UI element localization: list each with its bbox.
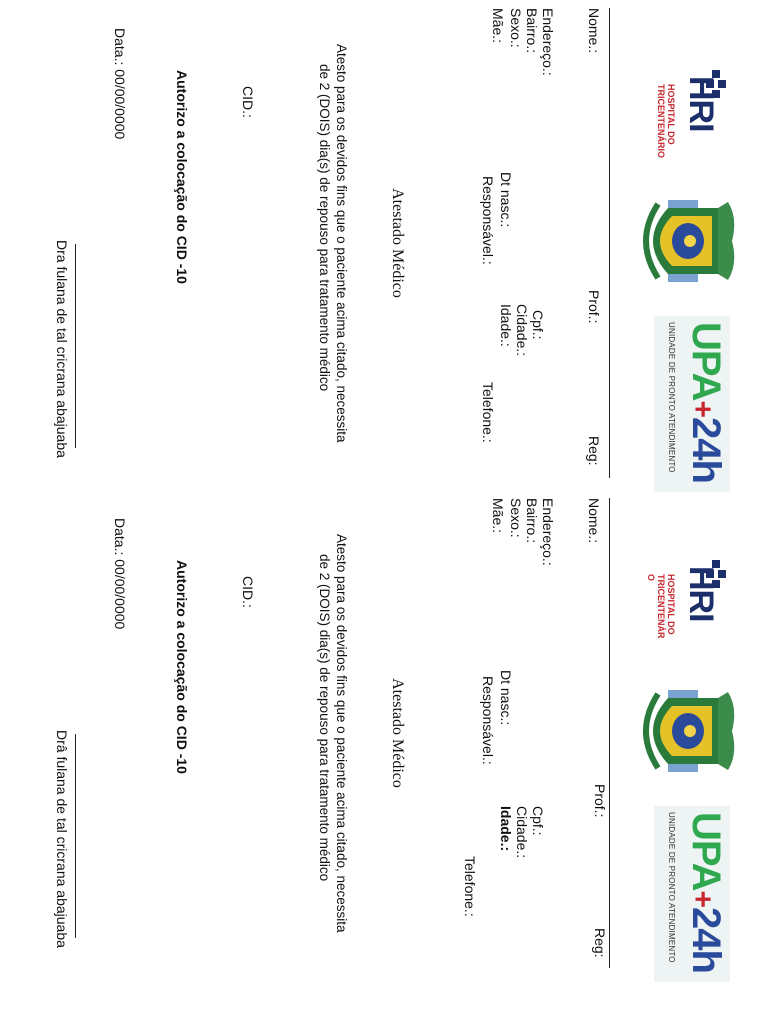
upa-24h-logo xyxy=(654,316,730,492)
field-mae: Mãe.: xyxy=(490,8,506,44)
field-idade: Idade.: xyxy=(498,304,514,347)
date-field: Data.: 00/00/0000 xyxy=(112,28,128,140)
certificate-body xyxy=(316,44,350,474)
upa-subtitle: UNIDADE DE PRONTO ATENDIMENTO xyxy=(667,812,676,963)
hri-wordmark: HRI xyxy=(682,566,720,622)
field-prof: Prof.: xyxy=(586,290,602,324)
field-mae: Mãe.: xyxy=(490,498,506,534)
cid-authorization: Autorizo a colocação do CID -10 xyxy=(174,70,190,284)
field-bairro: Bairro.: xyxy=(524,8,540,54)
header-top-line xyxy=(609,498,610,968)
field-sexo: Sexo.: xyxy=(508,8,524,48)
document-title: Atestado Médico xyxy=(389,678,406,788)
body-line-2: de 2 (DOIS) dia(s) de repouso para tratamento médico xyxy=(317,64,332,392)
field-sexo: Sexo.: xyxy=(508,498,524,538)
logo-bar xyxy=(618,8,738,500)
field-nome: Nome.: xyxy=(586,8,602,54)
hri-caption: HOSPITAL DO TRICENTENÁR O xyxy=(646,574,676,639)
body-line-1: Atesto para os devidos fins que o paciente acima citado, necessita xyxy=(334,44,349,443)
hri-logo xyxy=(638,28,728,158)
field-prof: Prof.: xyxy=(592,784,608,818)
field-telefone: Telefone.: xyxy=(480,382,496,443)
coat-of-arms-icon xyxy=(634,198,738,284)
medical-certificate-form-1 xyxy=(0,8,768,500)
field-nome: Nome.: xyxy=(586,498,602,544)
field-idade: Idade.: xyxy=(498,806,514,852)
field-dtnasc: Dt nasc.: xyxy=(498,172,514,228)
upa-subtitle: UNIDADE DE PRONTO ATENDIMENTO xyxy=(667,322,676,473)
field-cidade: Cidade.: xyxy=(514,806,530,859)
upa-wordmark: UPA+24h xyxy=(684,322,728,483)
field-cpf: Cpf.: xyxy=(530,310,546,340)
hri-caption: HOSPITAL DO TRICENTENÁRIO xyxy=(656,84,676,158)
signature-line xyxy=(75,244,76,448)
field-reg: Reg: xyxy=(586,436,602,466)
body-line-2: de 2 (DOIS) dia(s) de repouso para tratamento médico xyxy=(317,554,332,882)
date-field: Data.: 00/00/0000 xyxy=(112,518,128,630)
cid-field: CID.: xyxy=(240,576,256,608)
cid-field: CID.: xyxy=(240,86,256,118)
document-title: Atestado Médico xyxy=(389,188,406,298)
field-endereco: Endereço.: xyxy=(540,8,556,76)
field-bairro: Bairro.: xyxy=(524,498,540,544)
cid-authorization: Autorizo a colocação do CID -10 xyxy=(174,560,190,774)
field-reg: Reg: xyxy=(592,928,608,958)
doctor-signature-name: Dra fulana de tal cricrana abajuaba xyxy=(54,240,70,458)
medical-certificate-form-2 xyxy=(0,498,768,990)
field-telefone: Telefone.: xyxy=(462,856,478,917)
field-cpf: Cpf.: xyxy=(530,806,546,836)
body-line-1: Atesto para os devidos fins que o paciente acima citado, necessita xyxy=(334,534,349,933)
field-responsavel: Responsável.: xyxy=(480,676,496,765)
header-top-line xyxy=(609,8,610,478)
upa-wordmark: UPA+24h xyxy=(684,812,728,973)
coat-of-arms-icon xyxy=(634,688,738,774)
hri-logo xyxy=(638,518,728,638)
field-responsavel: Responsável.: xyxy=(480,176,496,265)
field-endereco: Endereço.: xyxy=(540,498,556,566)
signature-line xyxy=(75,734,76,938)
doctor-signature-name: Drâ fulana de tal cricrana abajuaba xyxy=(54,730,70,948)
field-cidade: Cidade.: xyxy=(514,304,530,357)
certificate-body xyxy=(316,534,350,964)
logo-bar xyxy=(618,498,738,990)
hri-wordmark: HRI xyxy=(682,76,720,132)
field-dtnasc: Dt nasc.: xyxy=(498,670,514,726)
upa-24h-logo xyxy=(654,806,730,982)
